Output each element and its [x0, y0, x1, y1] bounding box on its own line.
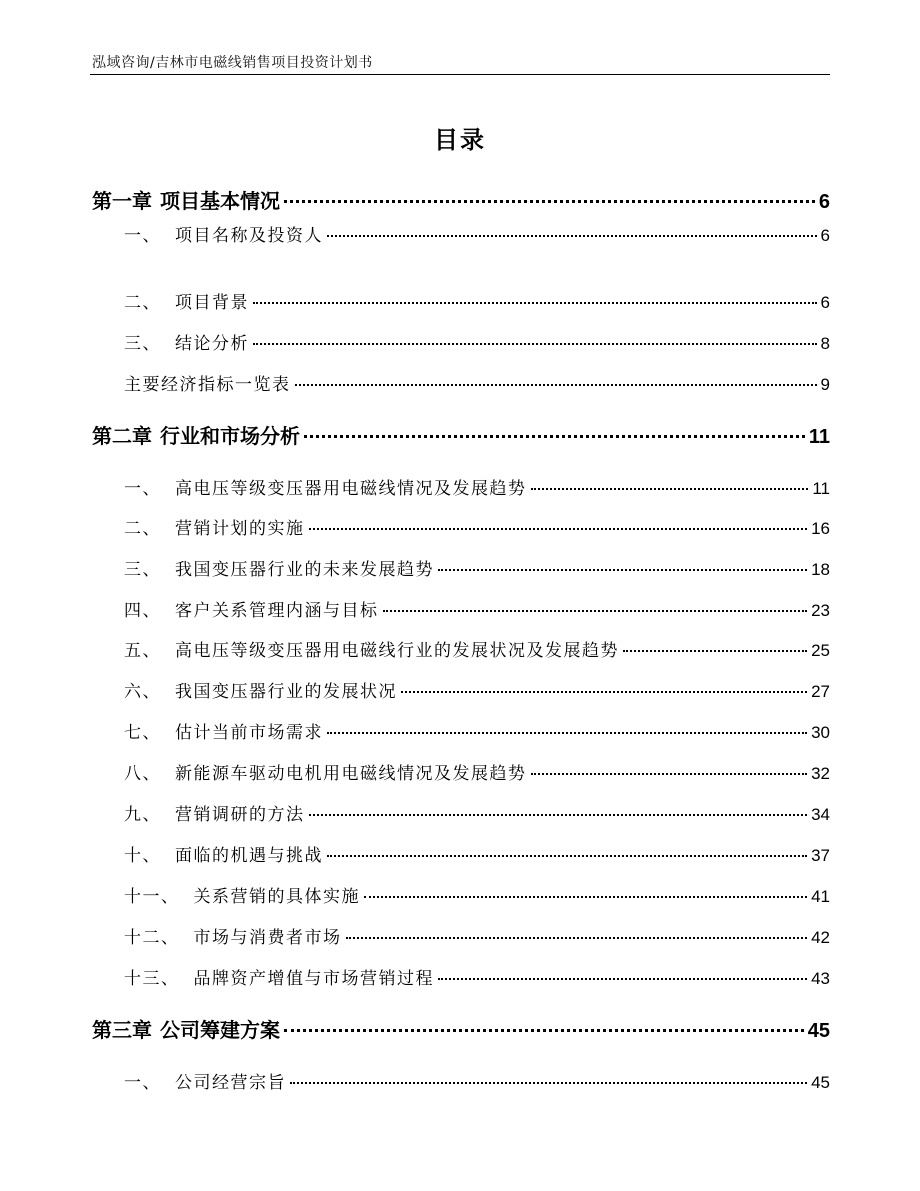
toc-item[interactable] [124, 1068, 830, 1093]
toc-entry-title: 营销调研的方法 [175, 805, 305, 825]
toc-item[interactable] [124, 221, 830, 246]
toc-page-number: 9 [820, 375, 830, 394]
toc-entry-title: 主要经济指标一览表 [124, 375, 291, 395]
dot-leader [284, 1029, 804, 1032]
toc-entry-label [124, 370, 291, 395]
toc-entry-number: 一、 [124, 226, 161, 246]
dot-leader [346, 937, 808, 939]
toc-entry-title: 项目背景 [175, 293, 249, 313]
toc-page-number: 27 [811, 682, 830, 701]
dot-leader [284, 200, 815, 203]
toc-entry-label [124, 329, 249, 354]
toc-entry-label [124, 718, 323, 743]
toc-entry-label [124, 514, 305, 539]
toc-page-number: 37 [811, 846, 830, 865]
dot-leader [309, 528, 808, 530]
dot-leader [383, 610, 808, 612]
dot-leader [304, 435, 805, 438]
toc-entry-title: 结论分析 [175, 334, 249, 354]
toc-entry-title: 高电压等级变压器用电磁线行业的发展状况及发展趋势 [175, 641, 619, 661]
toc-entry-title: 公司经营宗旨 [175, 1073, 286, 1093]
toc-entry-label [124, 596, 379, 621]
toc-entry-label [124, 1068, 286, 1093]
dot-leader [253, 302, 817, 304]
toc-entry-title: 营销计划的实施 [175, 519, 305, 539]
toc-entry-title: 估计当前市场需求 [175, 723, 323, 743]
dot-leader [438, 978, 807, 980]
toc-entry-number: 四、 [124, 601, 161, 621]
dot-leader [327, 235, 817, 237]
toc-page-number: 34 [811, 805, 830, 824]
toc-entry-label [92, 185, 280, 214]
toc-page-number: 18 [811, 560, 830, 579]
toc-entry-number: 第一章 [92, 189, 152, 213]
toc-page-number: 41 [811, 887, 830, 906]
toc-entry-number: 九、 [124, 805, 161, 825]
toc-entry-title: 品牌资产增值与市场营销过程 [193, 969, 434, 989]
toc-title: 目录 [434, 126, 486, 154]
toc-page-number: 16 [811, 519, 830, 538]
toc-entry-title: 客户关系管理内涵与目标 [175, 601, 379, 621]
toc-entry-number: 十三、 [124, 969, 180, 989]
toc-entry-number: 八、 [124, 764, 161, 784]
toc-entry-number: 二、 [124, 519, 161, 539]
toc-entry-label [124, 555, 434, 580]
toc-entry-number: 七、 [124, 723, 161, 743]
toc-entry-number: 十一、 [124, 887, 180, 907]
toc-entry-title: 项目名称及投资人 [175, 226, 323, 246]
toc-item[interactable] [124, 474, 830, 499]
dot-leader [364, 896, 807, 898]
toc-entry-title: 行业和市场分析 [160, 424, 300, 448]
toc-page-number: 11 [812, 479, 830, 498]
toc-entry-label [124, 759, 527, 784]
toc-entry-label [124, 964, 434, 989]
toc-entry-number: 二、 [124, 293, 161, 313]
dot-leader [327, 732, 807, 734]
toc-entry-number: 第二章 [92, 424, 152, 448]
toc-entry-label [92, 1014, 280, 1043]
toc-page-number: 30 [811, 723, 830, 742]
toc-entry-number: 第三章 [92, 1018, 152, 1042]
toc-entry-label [124, 677, 397, 702]
toc-entry-number: 三、 [124, 334, 161, 354]
toc-item[interactable] [124, 555, 830, 580]
toc-entry-title: 关系营销的具体实施 [193, 887, 360, 907]
dot-leader [438, 569, 807, 571]
toc-item[interactable] [124, 841, 830, 866]
toc-entry-number: 十二、 [124, 928, 180, 948]
toc-item[interactable] [124, 718, 830, 743]
toc-entry-title: 我国变压器行业的发展状况 [175, 682, 397, 702]
toc-entry-title: 高电压等级变压器用电磁线情况及发展趋势 [175, 479, 527, 499]
dot-leader [623, 650, 807, 652]
dot-leader [253, 343, 817, 345]
toc-item[interactable] [124, 759, 830, 784]
dot-leader [531, 773, 808, 775]
toc-chapter-2[interactable] [92, 420, 830, 449]
toc-page-number: 11 [808, 426, 830, 448]
dot-leader [401, 691, 807, 693]
toc-item[interactable] [124, 923, 830, 948]
toc-entry-title: 新能源车驱动电机用电磁线情况及发展趋势 [175, 764, 527, 784]
toc-page-number: 42 [811, 928, 830, 947]
toc-entry-number: 一、 [124, 479, 161, 499]
dot-leader [290, 1082, 807, 1084]
toc-page-number: 25 [811, 641, 830, 660]
toc-page-number: 45 [811, 1073, 830, 1092]
toc-page-number: 6 [820, 293, 830, 312]
toc-entry-label [124, 288, 249, 313]
toc-entry-number: 五、 [124, 641, 161, 661]
toc-entry-number: 一、 [124, 1073, 161, 1093]
toc-entry-number: 六、 [124, 682, 161, 702]
toc-entry-label [124, 923, 342, 948]
toc-page-number: 8 [820, 334, 830, 353]
toc-chapter-3[interactable] [92, 1014, 830, 1043]
toc-page-number: 6 [820, 226, 830, 245]
toc-entry-label [124, 800, 305, 825]
toc-item[interactable] [124, 882, 830, 907]
toc-page-number: 23 [811, 601, 830, 620]
toc-item[interactable] [124, 677, 830, 702]
header-divider [90, 74, 830, 75]
dot-leader [295, 384, 817, 386]
toc-item[interactable] [124, 800, 830, 825]
toc-entry-title: 公司筹建方案 [160, 1018, 280, 1042]
toc-entry-title: 市场与消费者市场 [193, 928, 342, 948]
dot-leader [327, 855, 807, 857]
dot-leader [309, 814, 808, 816]
toc-entry-number: 十、 [124, 846, 161, 866]
toc-page-number: 43 [811, 969, 830, 988]
toc-entry-number: 三、 [124, 560, 161, 580]
toc-page-number: 45 [807, 1020, 830, 1042]
toc-entry-label [124, 221, 323, 246]
toc-entry-label [124, 474, 527, 499]
running-header: 泓域咨询/吉林市电磁线销售项目投资计划书 [92, 55, 373, 71]
toc-entry-label [92, 420, 300, 449]
toc-item[interactable] [124, 636, 830, 661]
toc-item[interactable] [124, 329, 830, 354]
toc-entry-label [124, 841, 323, 866]
toc-entry-title: 我国变压器行业的未来发展趋势 [175, 560, 434, 580]
toc-entry-label [124, 636, 619, 661]
toc-entry-title: 面临的机遇与挑战 [175, 846, 323, 866]
dot-leader [531, 488, 809, 490]
toc-page-number: 6 [818, 191, 830, 213]
toc-entry-title: 项目基本情况 [160, 189, 280, 213]
toc-chapter-1[interactable] [92, 185, 830, 214]
toc-item[interactable] [124, 370, 830, 395]
toc-item[interactable] [124, 964, 830, 989]
toc-item[interactable] [124, 596, 830, 621]
toc-entry-label [124, 882, 360, 907]
toc-page-number: 32 [811, 764, 830, 783]
toc-item[interactable] [124, 288, 830, 313]
toc-item[interactable] [124, 514, 830, 539]
